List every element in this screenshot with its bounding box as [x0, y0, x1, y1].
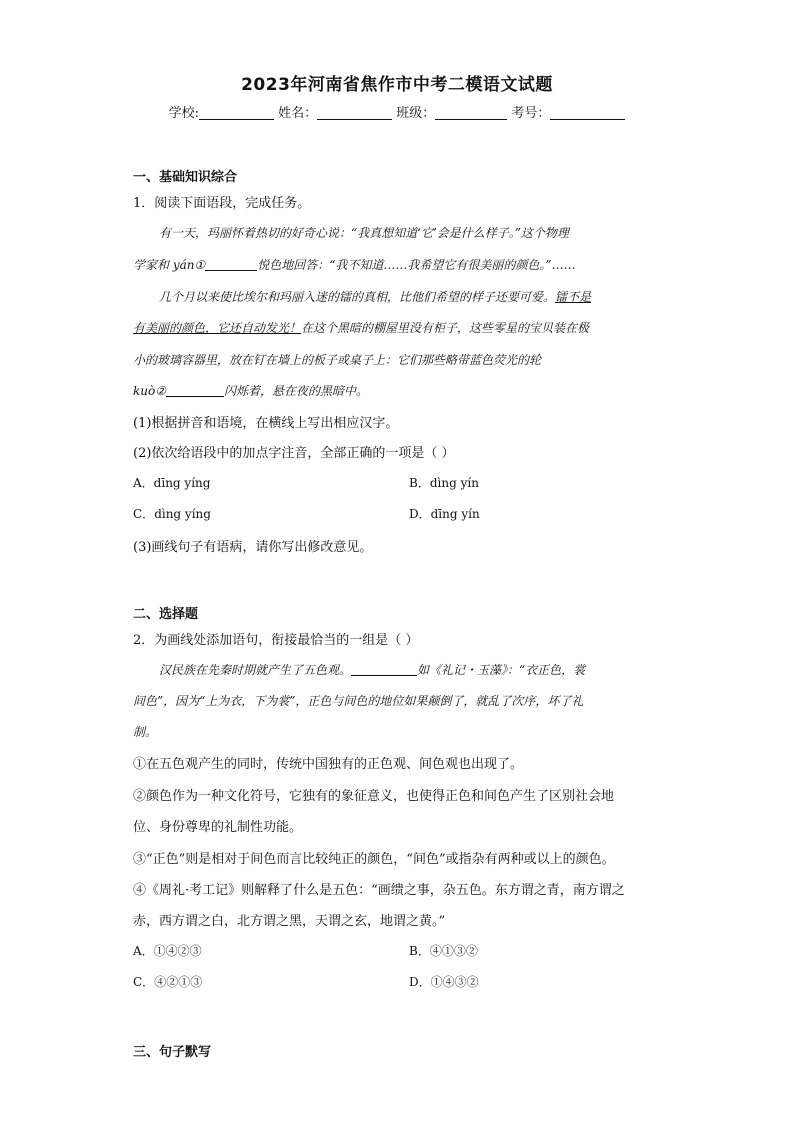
q1-para1-rest: 悦色地回答：“我不知道……我希望它有很美丽的颜色。”…… [257, 258, 576, 272]
class-blank[interactable] [435, 105, 507, 120]
section2-heading: 二、选择题 [133, 607, 199, 622]
section1-heading: 一、基础知识综合 [133, 170, 238, 185]
school-blank[interactable] [199, 105, 274, 120]
q1-para2-line2 [133, 319, 673, 336]
q2-para-line2: 间色”，因为“上为衣，下为裳”，正色与间色的地位如果颠倒了，就乱了次序，坏了礼 [133, 694, 584, 708]
q2-sentence-2a: ②颜色作为一种文化符号，它独有的象征意义，也使得正色和间色产生了区别社会地 [133, 789, 615, 804]
q2-option-b[interactable]: B．④①③② [409, 944, 478, 958]
q1-para2-text: 几个月以来使比埃尔和玛丽入迷的镭的真相，比他们希望的样子还要可爱。 [159, 290, 556, 304]
q2-blank[interactable] [351, 663, 417, 676]
q2-sentence-1: ①在五色观产生的同时，传统中国独有的正色观、间色观也出现了。 [133, 757, 524, 772]
q2-sentence-4a: ④《周礼·考工记》则解释了什么是五色：“画缋之事，杂五色。东方谓之青，南方谓之 [133, 883, 625, 898]
q2-option-a[interactable]: A．①④②③ [133, 944, 202, 958]
q1-blank-2[interactable] [166, 384, 224, 397]
q1-sub1: (1)根据拼音和语境，在横线上写出相应汉字。 [133, 416, 399, 431]
q1-para2-line1 [133, 288, 699, 305]
q1-option-a[interactable]: A．dīng yíng [133, 476, 211, 490]
name-blank[interactable] [317, 105, 392, 120]
q1-sub2: (2)依次给语段中的加点字注音，全部正确的一项是（ ） [133, 446, 455, 461]
q1-blank-1[interactable] [205, 258, 257, 271]
q1-option-c[interactable]: C．dìng yíng [133, 507, 211, 521]
exam-no-label: 考号： [511, 106, 551, 121]
q2-option-d[interactable]: D．①④③② [409, 975, 479, 989]
student-info-line [0, 102, 794, 121]
q2-sentence-4b: 赤，西方谓之白，北方谓之黑，天谓之玄，地谓之黄。” [133, 914, 446, 929]
q1-underlined-sentence-a: 镭不是 [555, 290, 592, 304]
q1-pinyin-1: 学家和 yán① [133, 258, 206, 272]
q2-stem: 2．为画线处添加语句，衔接最恰当的一组是（ ） [133, 633, 419, 648]
q1-para2-text-d: 闪烁着，悬在夜的黑暗中。 [223, 384, 368, 398]
q1-pinyin-2: kuò② [133, 384, 166, 398]
q1-option-d[interactable]: D．dīng yín [409, 507, 480, 521]
exam-no-blank[interactable] [550, 105, 625, 120]
q1-para1-line2 [133, 256, 673, 273]
q2-para-text-b: 如《礼记・玉藻》：“衣正色，裳 [417, 663, 586, 677]
q1-para2-line4 [133, 382, 673, 399]
q2-sentence-3: ③“正色”则是相对于间色而言比较纯正的颜色，“间色”或指杂有两种或以上的颜色。 [133, 852, 615, 867]
q2-para-text-a: 汉民族在先秦时期就产生了五色观。 [159, 663, 352, 677]
school-label: 学校: [168, 106, 199, 121]
q2-para-line1 [133, 661, 699, 678]
q1-para2-text-b: 在这个黑暗的棚屋里没有柜子，这些零星的宝贝装在极 [301, 321, 590, 335]
q2-option-c[interactable]: C．④②①③ [133, 975, 203, 989]
section3-heading: 三、句子默写 [133, 1045, 212, 1060]
q1-option-b[interactable]: B．dìng yín [409, 476, 479, 490]
class-label: 班级： [396, 106, 436, 121]
q1-para2-line3: 小的玻璃容器里，放在钉在墙上的板子或桌子上：它们那些略带蓝色荧光的轮 [133, 353, 542, 367]
name-label: 姓名： [278, 106, 318, 121]
exam-title: 2023年河南省焦作市中考二模语文试题 [241, 75, 553, 95]
q1-stem: 1．阅读下面语段，完成任务。 [133, 196, 311, 211]
q1-para1-line1: 有一天，玛丽怀着热切的好奇心说：“我真想知道‘它’会是什么样子。”这个物理 [159, 226, 569, 240]
q1-sub3: (3)画线句子有语病，请你写出修改意见。 [133, 540, 373, 555]
q2-sentence-2b: 位、身份尊卑的礼制性功能。 [133, 820, 303, 835]
q1-underlined-sentence-b: 有美丽的颜色，它还自动发光！ [133, 321, 302, 335]
q2-para-line3: 制。 [133, 725, 158, 739]
